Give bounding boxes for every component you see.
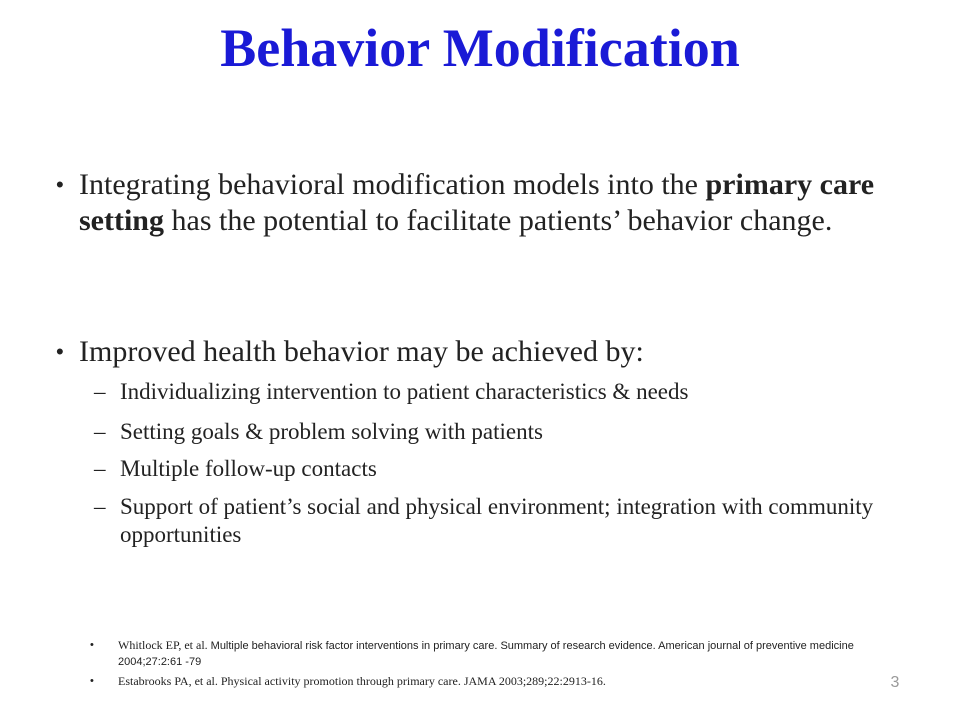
bullet-text-end: has the potential to facilitate patients’ behavior change.	[164, 204, 833, 237]
sub-item	[94, 455, 914, 483]
bullet-text-start: Integrating behavioral modification models into the	[79, 168, 706, 201]
bullet-integrating-models	[56, 167, 916, 239]
sub-item-text: Multiple follow-up contacts	[120, 456, 377, 481]
reference-authors: Whitlock EP, et al.	[118, 638, 211, 652]
sub-item-text: Individualizing intervention to patient characteristics & needs	[120, 379, 689, 404]
bullet-text: Improved health behavior may be achieved by:	[79, 335, 644, 368]
dash-marker: –	[94, 494, 106, 519]
reference-citation: Multiple behavioral risk factor interventions in primary care. Summary of research evidence. American journal of preventive medicine 2004;27:2:61 -79	[118, 640, 854, 668]
sub-item-text: Setting goals & problem solving with patients	[120, 419, 543, 444]
bullet-text-bold: primary care setting	[79, 168, 875, 237]
page-number: 3	[890, 674, 900, 691]
dash-marker: –	[94, 379, 106, 404]
sub-item	[94, 378, 914, 406]
reference-text: Estabrooks PA, et al. Physical activity promotion through primary care. JAMA 2003;289;22:2913-16.	[118, 674, 606, 688]
dash-marker: –	[94, 419, 106, 444]
sub-item	[94, 493, 914, 549]
sub-item	[94, 418, 914, 446]
dash-marker: –	[94, 456, 106, 481]
reference-dot: •	[90, 639, 94, 651]
reference-dot: •	[90, 675, 94, 687]
reference-item	[90, 638, 894, 670]
reference-item	[90, 674, 894, 689]
reference-text	[94, 638, 894, 670]
slide-title: Behavior Modification	[220, 18, 740, 78]
sub-item-text: Support of patient’s social and physical environment; integration with community opportunities	[120, 494, 874, 547]
bullet-text	[76, 167, 916, 239]
bullet-dot: •	[56, 339, 64, 364]
bullet-improved-health	[56, 334, 916, 370]
bullet-dot: •	[56, 172, 64, 197]
